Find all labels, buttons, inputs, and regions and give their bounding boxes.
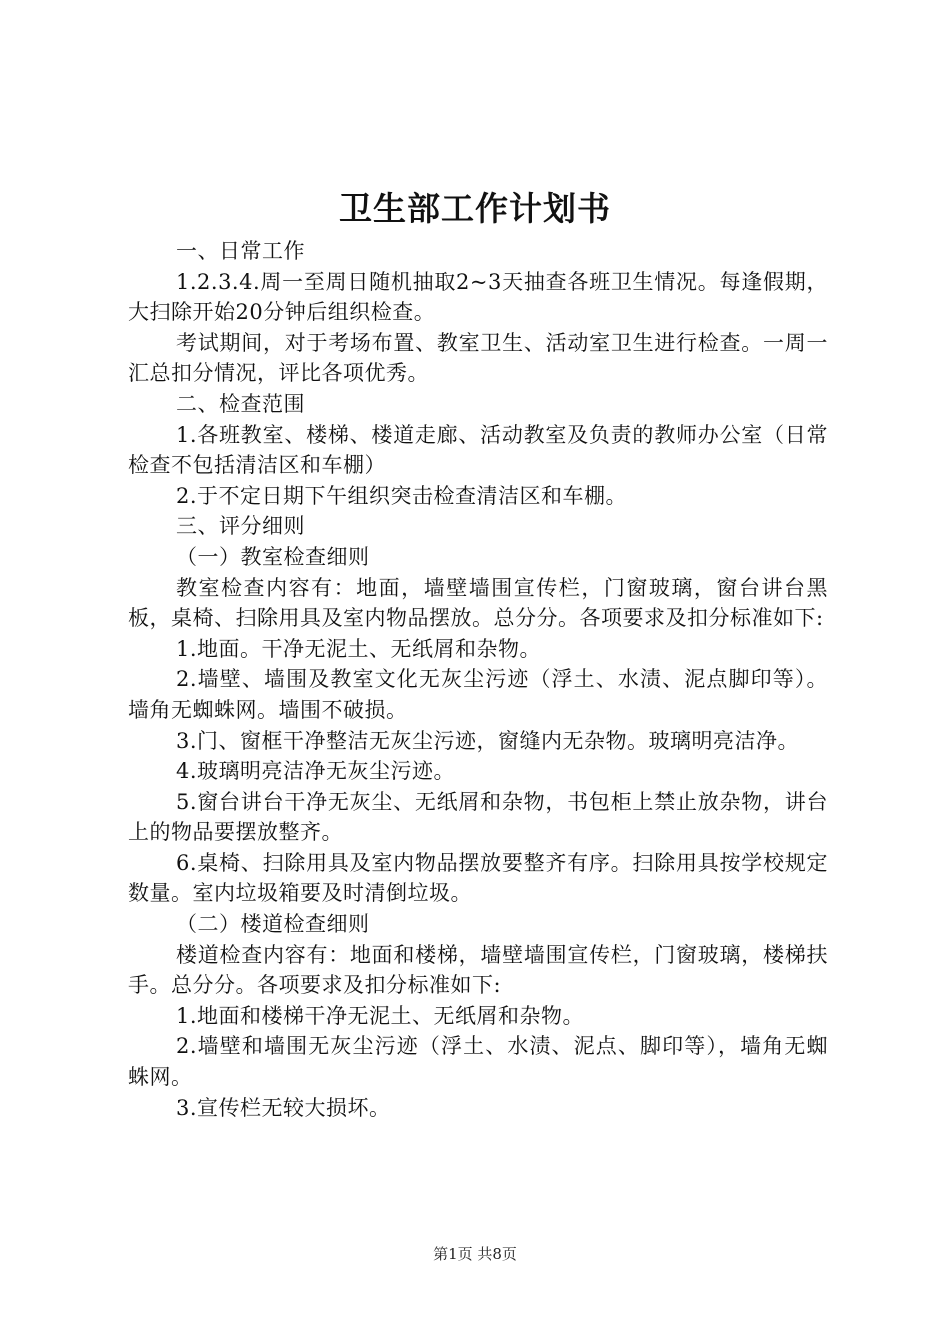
section-heading-daily-work: 一、日常工作 [176,239,305,263]
paragraph: 2.墙壁和墙围无灰尘污迹（浮土、水渍、泥点、脚印等），墙角无蜘蛛网。 [128,1034,828,1090]
paragraph: 4.玻璃明亮洁净无灰尘污迹。 [176,759,456,784]
subsection-heading-corridor: （二）楼道检查细则 [176,912,370,937]
paragraph: 2.于不定日期下午组织突击检查清洁区和车棚。 [176,483,628,508]
paragraph: 6.桌椅、扫除用具及室内物品摆放要整齐有序。扫除用具按学校规定数量。室内垃圾箱要及时清倒垃圾。 [128,850,828,906]
paragraph: 3.门、窗框干净整洁无灰尘污迹，窗缝内无杂物。玻璃明亮洁净。 [176,728,800,753]
page-number-footer: 第1页 共8页 [433,1245,517,1263]
paragraph: 5.窗台讲台干净无灰尘、无纸屑和杂物，书包柜上禁止放杂物，讲台上的物品要摆放整齐。 [128,789,828,845]
document-body [128,236,828,1123]
paragraph: 教室检查内容有：地面，墙壁墙围宣传栏，门窗玻璃，窗台讲台黑板，桌椅、扫除用具及室内物品摆放。总分分。各项要求及扣分标准如下: [128,575,828,631]
paragraph: 考试期间，对于考场布置、教室卫生、活动室卫生进行检查。一周一汇总扣分情况，评比各项优秀。 [128,330,828,386]
paragraph: 1.各班教室、楼梯、楼道走廊、活动教室及负责的教师办公室（日常检查不包括清洁区和车棚） [128,422,828,478]
paragraph: 1.地面。干净无泥土、无纸屑和杂物。 [176,636,542,661]
section-heading-inspection-scope: 二、检查范围 [176,391,305,416]
paragraph: 3.宣传栏无较大损坏。 [176,1095,391,1120]
subsection-heading-classroom: （一）教室检查细则 [176,544,370,569]
paragraph: 1.地面和楼梯干净无泥土、无纸屑和杂物。 [176,1003,585,1028]
section-heading-scoring-rules: 三、评分细则 [176,514,305,539]
paragraph: 1.2.3.4.周一至周日随机抽取2~3天抽查各班卫生情况。每逢假期，大扫除开始20分钟后组织检查。 [128,269,828,325]
paragraph: 2.墙壁、墙围及教室文化无灰尘污迹（浮土、水渍、泥点脚印等）。墙角无蜘蛛网。墙围不破损。 [128,667,828,722]
paragraph: 楼道检查内容有：地面和楼梯，墙壁墙围宣传栏，门窗玻璃，楼梯扶手。总分分。各项要求及扣分标准如下: [128,942,828,998]
document-title: 卫生部工作计划书 [339,189,611,228]
